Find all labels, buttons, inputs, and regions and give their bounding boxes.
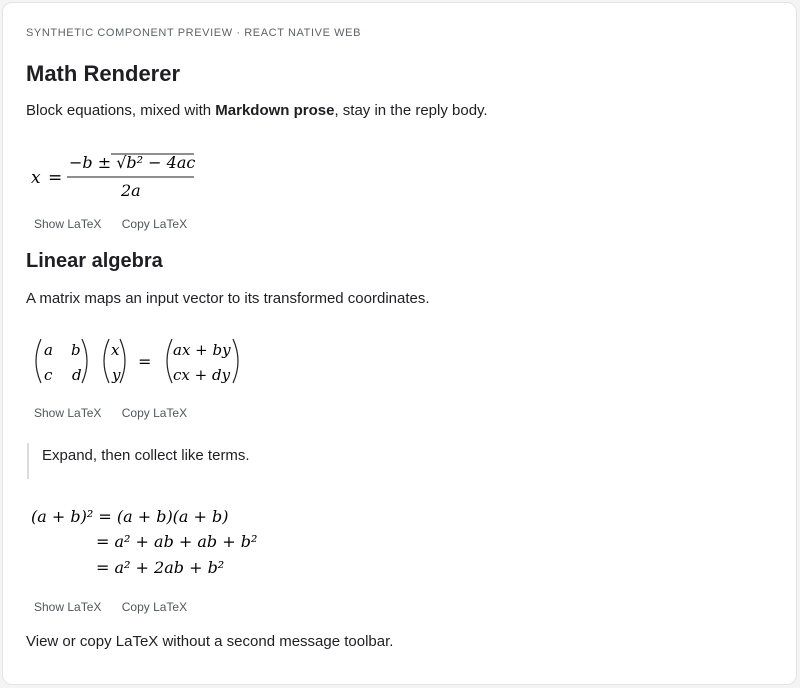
section-title-linear-algebra: Linear algebra	[26, 250, 163, 272]
matrix-equals: =	[138, 352, 152, 371]
vector-entry: x	[111, 341, 120, 359]
footer-paragraph: View or copy LaTeX without a second message toolbar.	[26, 633, 394, 650]
matrix-entry: d	[72, 366, 82, 384]
result-entry: ax + by	[173, 341, 231, 359]
equation-equals: =	[48, 168, 63, 188]
expansion-line-3: = a² + 2ab + b²	[96, 558, 225, 577]
vector-right-paren	[120, 339, 125, 383]
vector-left-paren	[104, 339, 109, 383]
expansion-line-1: (a + b)² = (a + b)(a + b)	[31, 507, 229, 526]
matrix-equation	[27, 335, 267, 391]
blockquote-bar	[27, 443, 29, 479]
section-paragraph: A matrix maps an input vector to its transformed coordinates.	[26, 290, 430, 307]
show-latex-button[interactable]: Show LaTeX	[34, 406, 102, 420]
matrix-left-paren	[36, 339, 41, 383]
equation-toolbar-2	[34, 406, 187, 420]
equation-lhs: x	[31, 168, 41, 188]
matrix-right-paren	[82, 339, 87, 383]
vector-entry: y	[112, 366, 121, 384]
intro-text-after: , stay in the reply body.	[334, 102, 488, 119]
preview-eyebrow: SYNTHETIC COMPONENT PREVIEW · REACT NATIVE WEB	[26, 27, 362, 39]
matrix-entry: b	[71, 341, 81, 359]
expansion-line-2: = a² + ab + ab + b²	[96, 532, 258, 551]
copy-latex-button[interactable]: Copy LaTeX	[121, 600, 188, 614]
quadratic-equation	[27, 147, 227, 203]
result-entry: cx + dy	[173, 366, 231, 384]
intro-text-before: Block equations, mixed with	[26, 102, 216, 119]
expansion-equation	[27, 501, 287, 585]
equation-toolbar-1	[34, 217, 187, 231]
matrix-entry: a	[44, 341, 53, 359]
copy-latex-button[interactable]: Copy LaTeX	[121, 406, 188, 420]
equation-numerator: −b ± √b² − 4ac	[69, 153, 196, 172]
show-latex-button[interactable]: Show LaTeX	[34, 600, 102, 614]
intro-bold-text: Markdown prose	[215, 102, 335, 119]
copy-latex-button[interactable]: Copy LaTeX	[121, 217, 188, 231]
equation-denominator: 2a	[121, 181, 141, 200]
page-title: Math Renderer	[26, 61, 181, 86]
component-preview-card	[2, 2, 797, 685]
show-latex-button[interactable]: Show LaTeX	[34, 217, 102, 231]
intro-paragraph	[26, 102, 488, 119]
equation-toolbar-3	[34, 600, 187, 614]
result-right-paren	[233, 339, 238, 383]
blockquote-text: Expand, then collect like terms.	[42, 447, 250, 464]
result-left-paren	[167, 339, 172, 383]
matrix-entry: c	[44, 366, 53, 384]
